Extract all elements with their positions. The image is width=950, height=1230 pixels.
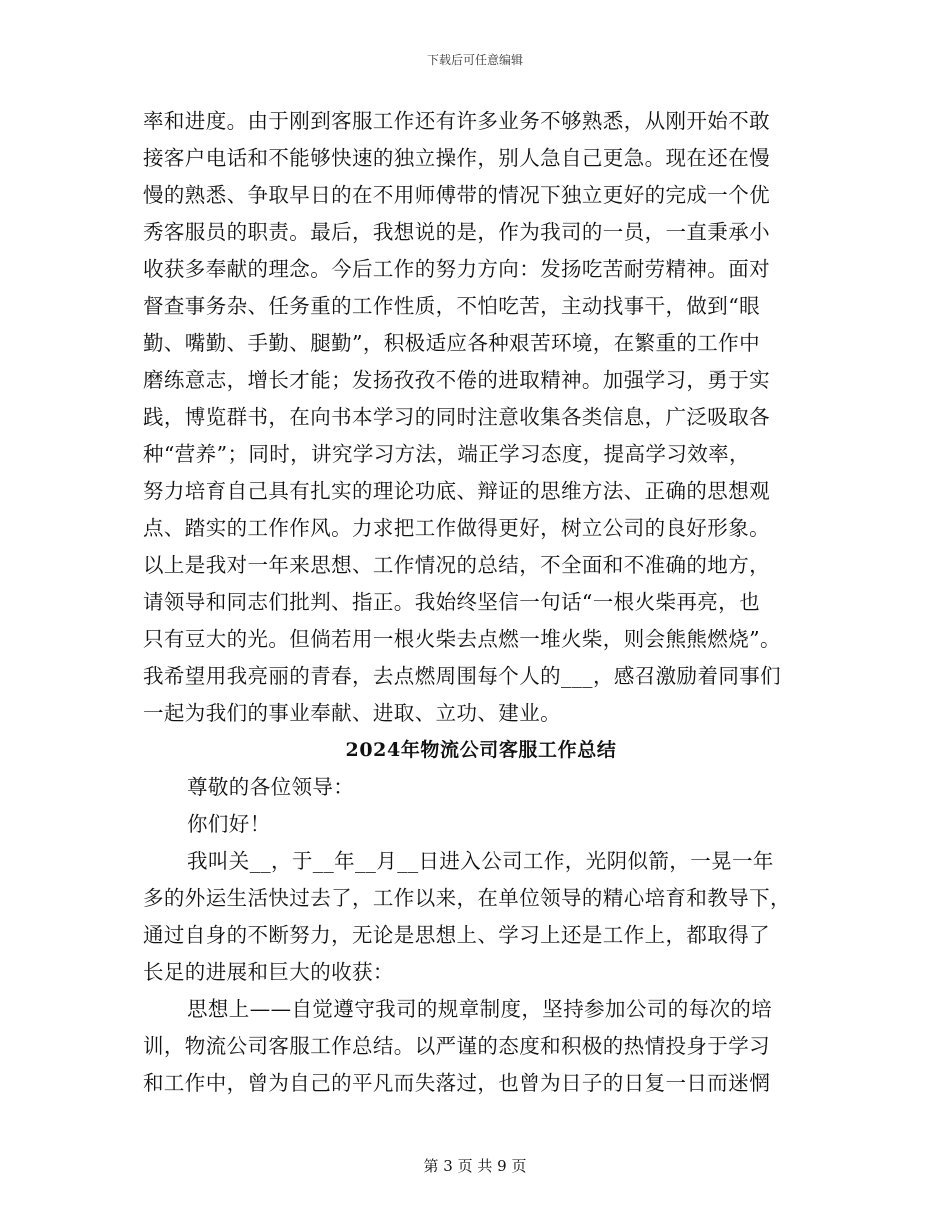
body-line: 率和进度。由于刚到客服工作还有许多业务不够熟悉，从刚开始不敢 — [143, 109, 770, 133]
body-line: 以上是我对一年来思想、工作情况的总结，不全面和不准确的地方， — [143, 553, 770, 577]
body-line: 请领导和同志们批判、指正。我始终坚信一句话“一根火柴再亮，也 — [143, 590, 760, 614]
body-line: 只有豆大的光。但倘若用一根火柴去点燃一堆火柴，则会熊熊燃烧”。 — [143, 627, 781, 651]
paragraph-line: 通过自身的不断努力，无论是思想上、学习上还是工作上，都取得了 — [143, 923, 770, 947]
body-line: 点、踏实的工作作风。力求把工作做得更好，树立公司的良好形象。 — [143, 516, 770, 540]
body-line: 收获多奉献的理念。今后工作的努力方向：发扬吃苦耐劳精神。面对 — [143, 257, 770, 281]
paragraph-line: 长足的进展和巨大的收获： — [143, 960, 394, 984]
paragraph-line: 和工作中，曾为自己的平凡而失落过，也曾为日子的日复一日而迷惘 — [143, 1071, 770, 1095]
paragraph-line: 我叫关__，于__年__月__日进入公司工作，光阴似箭，一晃一年 — [187, 849, 774, 873]
body-line: 督查事务杂、任务重的工作性质，不怕吃苦，主动找事干，做到“眼 — [143, 294, 760, 318]
body-line: 一起为我们的事业奉献、进取、立功、建业。 — [143, 701, 561, 725]
section-title: 2024年物流公司客服工作总结 — [345, 739, 617, 761]
body-line: 慢的熟悉、争取早日的在不用师傅带的情况下独立更好的完成一个优 — [143, 183, 770, 207]
body-line: 勤、嘴勤、手勤、腿勤”，积极适应各种艰苦环境，在繁重的工作中 — [143, 331, 760, 355]
paragraph-line: 思想上——自觉遵守我司的规章制度，坚持参加公司的每次的培 — [187, 997, 773, 1021]
page-header-note: 下载后可任意编辑 — [426, 53, 523, 67]
body-line: 接客户电话和不能够快速的独立操作，别人急自己更急。现在还在慢 — [143, 146, 770, 170]
body-line: 磨练意志，增长才能；发扬孜孜不倦的进取精神。加强学习，勇于实 — [143, 368, 770, 392]
greeting: 尊敬的各位领导： — [187, 775, 355, 799]
body-line: 秀客服员的职责。最后，我想说的是，作为我司的一员，一直秉承小 — [143, 220, 770, 244]
hello: 你们好！ — [187, 812, 271, 836]
body-line: 践，博览群书，在向书本学习的同时注意收集各类信息，广泛吸取各 — [143, 405, 770, 429]
body-line: 我希望用我亮丽的青春，去点燃周围每个人的___，感召激励着同事们 — [143, 664, 782, 688]
body-line: 种“营养”；同时，讲究学习方法，端正学习态度，提高学习效率， — [143, 442, 750, 466]
document-body — [143, 103, 819, 1102]
paragraph-line: 多的外运生活快过去了，工作以来，在单位领导的精心培育和教导下， — [143, 886, 791, 910]
page-number: 第 3 页 共 9 页 — [423, 1157, 527, 1175]
paragraph-line: 训，物流公司客服工作总结。以严谨的态度和积极的热情投身于学习 — [143, 1034, 770, 1058]
body-line: 努力培育自己具有扎实的理论功底、辩证的思维方法、正确的思想观 — [143, 479, 770, 503]
